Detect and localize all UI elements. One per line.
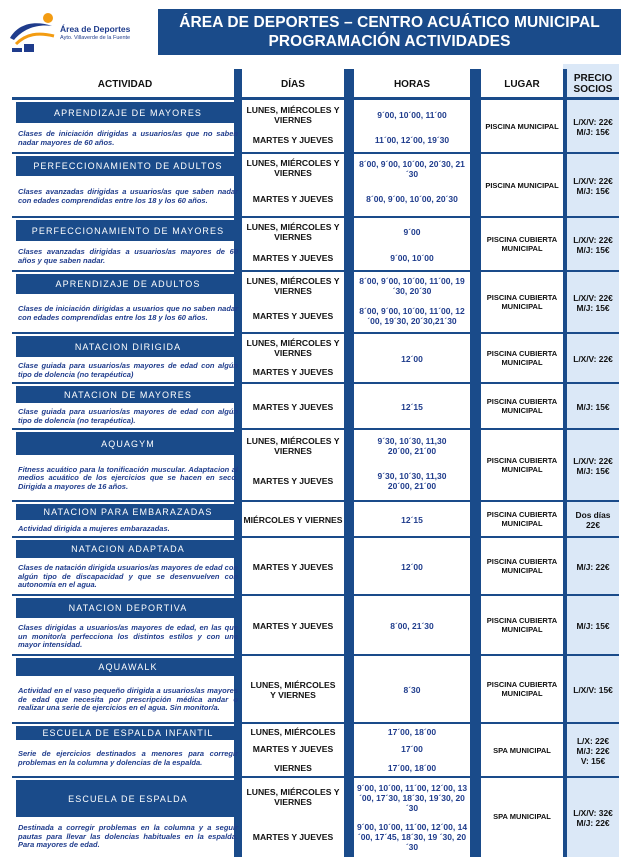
logo-subtitle: Ayto. Villaverde de la Fuente [60,35,131,41]
activity-row [12,334,619,384]
activity-description: Clases dirigidas a usuarios/as mayores de edad, en las que un monitor/a perfecciona los distintos estilos y con una mayor intensidad. [18,623,238,650]
activity-name: NATACION PARA EMBARAZADAS [16,504,240,520]
precio-line: Dos días [575,510,611,520]
precio-cell [567,538,619,596]
precio-line: L/X/V: 32€ [573,807,613,818]
dias-cell: MARTES Y JUEVES [252,744,334,754]
horas-cell: 12´00 [401,354,423,364]
precio-cell [567,384,619,430]
precio-line: M/J: 15€ [576,303,610,313]
activity-name: ESCUELA DE ESPALDA INFANTIL [16,726,240,740]
activity-name: ESCUELA DE ESPALDA [16,780,240,817]
precio-line: L/X/V: 22€ [573,117,613,127]
precio-line: M/J: 22€ [576,746,610,756]
precio-cell [567,154,619,218]
dias-cell: LUNES, MIÉRCOLES Y VIERNES [246,222,340,242]
precio-cell [567,502,619,538]
activity-description: Clase guiada para usuarios/as mayores de edad con algún tipo de dolencia (no terapéutica). [18,406,238,425]
lugar-cell: PISCINA CUBIERTA MUNICIPAL [486,349,558,367]
dias-cell: MARTES Y JUEVES [252,367,334,377]
lugar-cell: PISCINA CUBIERTA MUNICIPAL [486,557,558,575]
header-precio-line2: SOCIOS [573,84,613,95]
activity-description: Serie de ejercicios destinados a menores para corregir problemas en la columna y dolencias de la espalda. [18,749,238,767]
horas-cell: 9´00 [403,227,421,237]
precio-line: M/J: 22€ [576,817,610,828]
activity-description: Clase guiada para usuarios/as mayores de edad con algún tipo de dolencia (no terapéutica) [18,360,238,379]
lugar-cell: PISCINA CUBIERTA MUNICIPAL [486,397,558,415]
precio-cell [567,218,619,272]
dias-cell: LUNES, MIÉRCOLES [250,727,336,737]
activity-description: Clases de natación dirigida usuarios/as mayores de edad con algún tipo de discapacidad y que se desenvuelven con autonomía en el agua. [18,563,238,590]
dias-cell: MIÉRCOLES Y VIERNES [243,515,343,525]
horas-cell: 12´15 [401,515,423,525]
lugar-cell: PISCINA CUBIERTA MUNICIPAL [486,616,558,634]
page-title-line1: ÁREA DE DEPORTES – CENTRO ACUÁTICO MUNICIPAL [179,14,600,31]
dias-cell: MARTES Y JUEVES [252,621,334,631]
activity-name: AQUAWALK [16,658,240,676]
activity-row [12,538,619,596]
precio-line: M/J: 15€ [576,127,610,137]
precio-cell [567,272,619,334]
activity-row [12,218,619,272]
lugar-cell: PISCINA CUBIERTA MUNICIPAL [486,510,558,528]
lugar-cell: SPA MUNICIPAL [493,745,551,755]
activity-description: Destinada a corregir problemas en la columna y a seguir pautas para llevar las dolencias habituales en la espalda. Para mayores de edad. [18,823,238,850]
dias-cell: MARTES Y JUEVES [252,194,334,204]
precio-line: L/X: 22€ [576,736,610,746]
precio-line: M/J: 15€ [576,621,610,631]
dias-cell: MARTES Y JUEVES [252,135,334,145]
precio-cell [567,596,619,656]
lugar-cell: PISCINA CUBIERTA MUNICIPAL [486,680,558,698]
horas-cell: 8´00, 9´00, 10´00, 11´00, 12´00, 19´30, 20´30,21´30 [359,306,465,326]
activity-name: NATACION DIRIGIDA [16,336,240,357]
dias-cell: LUNES, MIÉRCOLES Y VIERNES [246,787,340,807]
activity-row [12,778,619,857]
horas-cell: 9´00, 10´00, 11´00 [377,109,447,120]
activity-name: NATACION DEPORTIVA [16,598,240,618]
precio-line: 22€ [586,520,600,530]
lugar-cell: PISCINA MUNICIPAL [485,180,559,190]
activity-row [12,100,619,154]
activity-description: Clases de iniciación dirigidas a usuarios/as que no saben nadar mayores de 60 años. [18,128,238,147]
precio-cell [567,724,619,778]
dias-cell: MARTES Y JUEVES [252,253,334,263]
lugar-cell: PISCINA CUBIERTA MUNICIPAL [486,293,558,311]
dias-cell: LUNES, MIÉRCOLES Y VIERNES [246,104,340,125]
logo-title: Área de Deportes [60,24,131,34]
precio-line: L/X/V: 22€ [573,354,613,364]
dias-cell: LUNES, MIÉRCOLES Y VIERNES [246,158,340,178]
lugar-cell: PISCINA CUBIERTA MUNICIPAL [486,235,558,253]
logo [4,8,154,58]
activity-name: APRENDIZAJE DE MAYORES [16,102,240,123]
lugar-cell: SPA MUNICIPAL [493,812,551,822]
precio-cell [567,334,619,384]
dias-cell: VIERNES [274,762,312,773]
activity-name: NATACION ADAPTADA [16,540,240,558]
activity-row [12,272,619,334]
activity-name: PERFECCIONAMIENTO DE ADULTOS [16,156,240,176]
dias-cell: MARTES Y JUEVES [252,831,334,842]
dias-cell: LUNES, MIÉRCOLES Y VIERNES [246,436,340,456]
header-dias: DÍAS [281,78,305,90]
activity-row [12,596,619,656]
activity-row [12,656,619,724]
header-precio-line1: PRECIO [573,73,613,84]
activity-row [12,154,619,218]
precio-line: M/J: 22€ [576,562,610,572]
activity-description: Clases avanzadas dirigidas a usuarios/as que saben nadar con edades comprendidas entre los 18 y los 60 años. [18,187,238,205]
header-horas: HORAS [393,78,431,90]
precio-line: L/X/V: 22€ [573,456,613,466]
precio-line: V: 15€ [580,756,606,766]
dias-cell: MARTES Y JUEVES [252,476,334,486]
dias-cell: MARTES Y JUEVES [252,311,334,321]
activity-description: Clases de iniciación dirigidas a usuarios que no saben nadar con edades comprendidas entre los 18 y los 60 años. [18,304,238,322]
horas-cell: 9´00, 10´00, 11´00, 12´00, 13´00, 17´30, 18´30, 19´30, 20´30 [356,782,468,813]
dias-cell: MARTES Y JUEVES [252,402,334,412]
horas-cell: 8´00, 9´00, 10´00, 11´00, 19´30, 20´30 [359,276,465,296]
horas-cell: 12´00 [401,562,423,572]
activity-description: Fitness acuático para la tonificación muscular. Adaptacion al medios acuático de los ejercicios que se hacen en seco. Dirigida a mayores de 16 años. [18,464,238,491]
dias-cell: MARTES Y JUEVES [252,562,334,572]
horas-cell: 9´00, 10´00 [390,253,434,263]
activity-name: APRENDIZAJE DE ADULTOS [16,274,240,294]
horas-cell: 8´00, 21´30 [390,621,434,631]
horas-cell: 9´30, 10´30, 11,30 20´00, 21´00 [377,471,447,491]
lugar-cell: PISCINA MUNICIPAL [485,121,559,131]
logo-swimmer-icon [4,8,58,54]
horas-cell: 8´00, 9´00, 10´00, 20´30 [366,194,458,204]
dias-cell: LUNES, MIÉRCOLES Y VIERNES [250,680,336,700]
precio-cell [567,100,619,154]
dias-cell: LUNES, MIÉRCOLES Y VIERNES [246,338,340,358]
precio-line: M/J: 15€ [576,245,610,255]
horas-cell: 8´30 [403,685,421,695]
horas-cell: 17´00, 18´00 [387,727,437,737]
page-title-line2: PROGRAMACIÓN ACTIVIDADES [268,33,511,50]
activity-description: Actividad en el vaso pequeño dirigida a usuarios/as mayores de edad que necesita por prescripción médica andar o realizar una serie de ejercicios en el agua. Sin monitor/a. [18,686,238,713]
dias-cell: LUNES, MIÉRCOLES Y VIERNES [246,276,340,296]
activity-name: PERFECCIONAMIENTO DE MAYORES [16,220,240,241]
activity-row [12,724,619,778]
activity-description: Clases avanzadas dirigidas a usuarios/as mayores de 60 años y que saben nadar. [18,246,238,265]
header-actividad: ACTIVIDAD [97,78,153,90]
precio-line: L/X/V: 22€ [573,235,613,245]
horas-cell: 11´00, 12´00, 19´30 [374,135,450,145]
horas-cell: 8´00, 9´00, 10´00, 20´30, 21´30 [359,159,465,179]
header-lugar: LUGAR [504,78,540,90]
activity-name: AQUAGYM [16,432,240,455]
precio-line: M/J: 15€ [576,186,610,196]
activity-name: NATACION DE MAYORES [16,386,240,403]
horas-cell: 12´15 [401,402,423,412]
header-precio [567,69,619,99]
precio-cell [567,430,619,502]
horas-cell: 9´30, 10´30, 11,30 20´00, 21´00 [377,436,447,456]
horas-cell: 9´00, 10´00, 11´00, 12´00, 14´00, 17´45, 18´30, 19 ´30, 20´30 [356,821,468,852]
precio-cell [567,778,619,857]
activity-row [12,384,619,430]
precio-line: M/J: 15€ [576,466,610,476]
precio-cell [567,656,619,724]
activity-row [12,430,619,502]
activity-description: Actividad dirigida a mujeres embarazadas. [18,523,170,533]
precio-line: L/X/V: 15€ [573,685,613,695]
precio-line: L/X/V: 22€ [573,176,613,186]
horas-cell: 17´00 [401,744,423,754]
lugar-cell: PISCINA CUBIERTA MUNICIPAL [486,456,558,474]
horas-cell: 17´00, 18´00 [387,762,437,773]
page-title [158,9,621,55]
precio-line: L/X/V: 22€ [573,293,613,303]
activity-row [12,502,619,538]
precio-line: M/J: 15€ [576,402,610,412]
